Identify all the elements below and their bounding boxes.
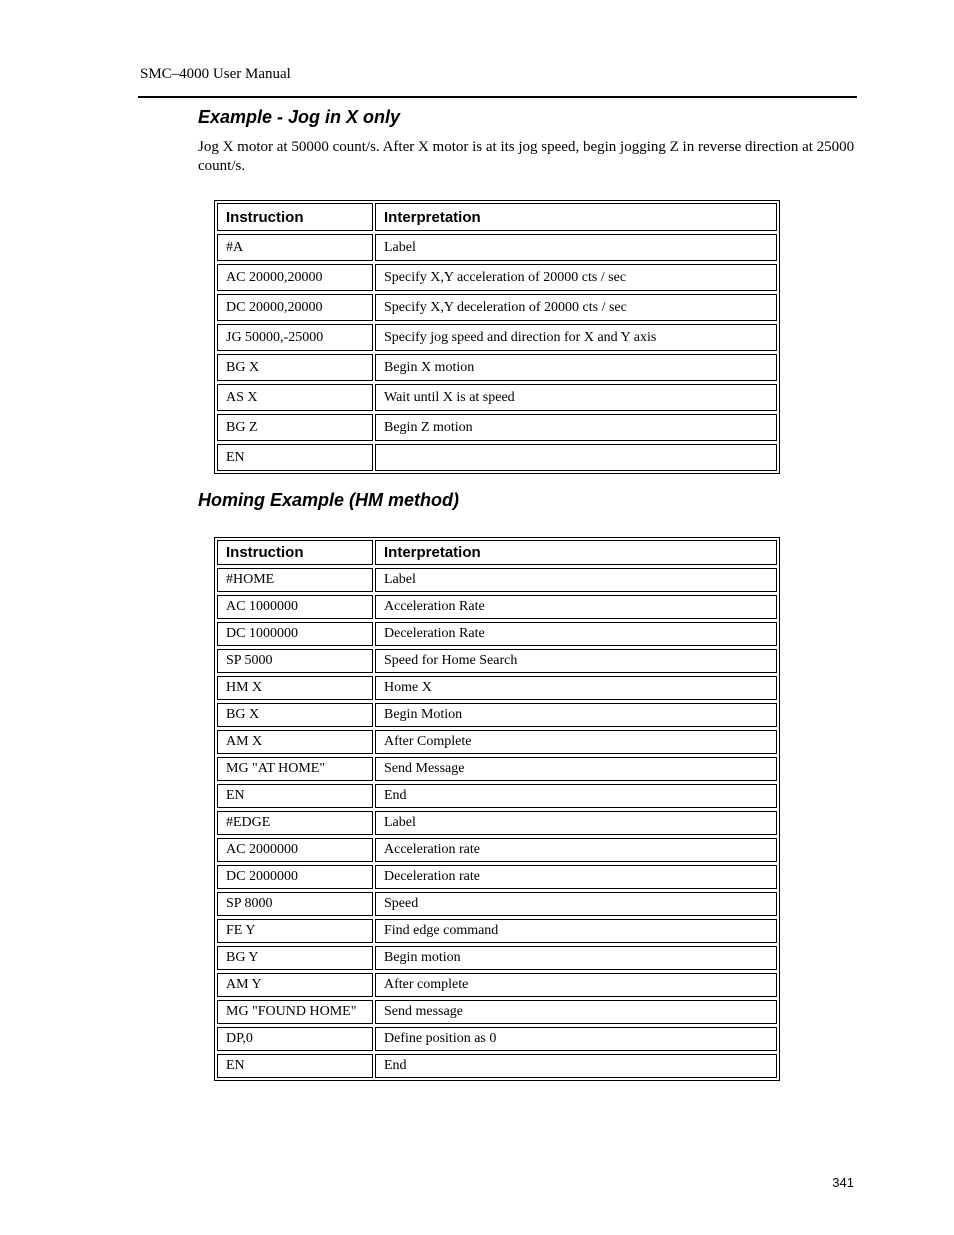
interpretation-cell: Specify X,Y deceleration of 20000 cts / sec	[375, 294, 777, 321]
interpretation-cell: Find edge command	[375, 919, 777, 943]
instruction-cell: BG X	[217, 354, 373, 381]
table-row	[217, 865, 777, 889]
table-row	[217, 649, 777, 673]
instruction-cell: DC 1000000	[217, 622, 373, 646]
table-row	[217, 838, 777, 862]
instruction-cell: BG Y	[217, 946, 373, 970]
instruction-cell: #A	[217, 234, 373, 261]
interpretation-cell: Send message	[375, 1000, 777, 1024]
interpretation-cell: Begin Motion	[375, 703, 777, 727]
table-row	[217, 676, 777, 700]
section-heading-jog: Example - Jog in X only	[198, 107, 401, 127]
instruction-cell: AM Y	[217, 973, 373, 997]
interpretation-cell: Home X	[375, 676, 777, 700]
homing-table-body	[217, 568, 777, 1078]
table-row	[217, 324, 777, 351]
table-row	[217, 1000, 777, 1024]
column-header-instruction: Instruction	[217, 203, 373, 231]
table-row	[217, 264, 777, 291]
table-row	[217, 757, 777, 781]
instruction-cell: AC 2000000	[217, 838, 373, 862]
instruction-cell: AS X	[217, 384, 373, 411]
interpretation-cell: Speed	[375, 892, 777, 916]
intro-paragraph: Jog X motor at 50000 count/s. After X motor is at its jog speed, begin jogging Z in reverse direction at 25000 count/s.	[198, 139, 855, 174]
table-row	[217, 294, 777, 321]
instruction-cell: #HOME	[217, 568, 373, 592]
column-header-interpretation: Interpretation	[375, 203, 777, 231]
instruction-cell: DC 2000000	[217, 865, 373, 889]
instruction-cell: EN	[217, 444, 373, 471]
table-row	[217, 444, 777, 471]
interpretation-cell: Acceleration Rate	[375, 595, 777, 619]
running-header: SMC–4000 User Manual	[140, 66, 291, 82]
table-row	[217, 973, 777, 997]
instruction-cell: DP,0	[217, 1027, 373, 1051]
interpretation-cell: Specify X,Y acceleration of 20000 cts / sec	[375, 264, 777, 291]
instruction-cell: SP 5000	[217, 649, 373, 673]
instruction-cell: AC 1000000	[217, 595, 373, 619]
interpretation-cell: Deceleration rate	[375, 865, 777, 889]
table-row	[217, 384, 777, 411]
interpretation-cell: Deceleration Rate	[375, 622, 777, 646]
homing-table	[214, 537, 780, 1081]
instruction-cell: DC 20000,20000	[217, 294, 373, 321]
table-row	[217, 1027, 777, 1051]
instruction-cell: EN	[217, 1054, 373, 1078]
instruction-cell: MG "FOUND HOME"	[217, 1000, 373, 1024]
table-row	[217, 354, 777, 381]
interpretation-cell: Label	[375, 568, 777, 592]
table-row	[217, 414, 777, 441]
interpretation-cell: Begin Z motion	[375, 414, 777, 441]
interpretation-cell: Label	[375, 811, 777, 835]
instruction-cell: AC 20000,20000	[217, 264, 373, 291]
instruction-cell: JG 50000,-25000	[217, 324, 373, 351]
instruction-cell: FE Y	[217, 919, 373, 943]
table-row	[217, 811, 777, 835]
interpretation-cell	[375, 444, 777, 471]
interpretation-cell: After complete	[375, 973, 777, 997]
column-header-instruction: Instruction	[217, 540, 373, 565]
section-heading-homing: Homing Example (HM method)	[198, 490, 460, 510]
interpretation-cell: Speed for Home Search	[375, 649, 777, 673]
instruction-cell: HM X	[217, 676, 373, 700]
instruction-cell: AM X	[217, 730, 373, 754]
interpretation-cell: End	[375, 1054, 777, 1078]
instruction-cell: SP 8000	[217, 892, 373, 916]
table-row	[217, 946, 777, 970]
table-row	[217, 622, 777, 646]
interpretation-cell: Begin motion	[375, 946, 777, 970]
instruction-cell: BG Z	[217, 414, 373, 441]
instruction-cell: BG X	[217, 703, 373, 727]
table-row	[217, 784, 777, 808]
table-row	[217, 568, 777, 592]
interpretation-cell: Specify jog speed and direction for X and Y axis	[375, 324, 777, 351]
interpretation-cell: End	[375, 784, 777, 808]
interpretation-cell: Wait until X is at speed	[375, 384, 777, 411]
header-rule	[138, 96, 857, 98]
interpretation-cell: Begin X motion	[375, 354, 777, 381]
table-header-row	[217, 540, 777, 565]
table-row	[217, 1054, 777, 1078]
table-header-row	[217, 203, 777, 231]
jog-table-body	[217, 234, 777, 471]
table-row	[217, 919, 777, 943]
interpretation-cell: Send Message	[375, 757, 777, 781]
interpretation-cell: Acceleration rate	[375, 838, 777, 862]
table-row	[217, 234, 777, 261]
instruction-cell: MG "AT HOME"	[217, 757, 373, 781]
page-number: 341	[832, 1175, 854, 1190]
interpretation-cell: Label	[375, 234, 777, 261]
instruction-cell: #EDGE	[217, 811, 373, 835]
column-header-interpretation: Interpretation	[375, 540, 777, 565]
table-row	[217, 892, 777, 916]
jog-table	[214, 200, 780, 474]
table-row	[217, 595, 777, 619]
interpretation-cell: After Complete	[375, 730, 777, 754]
table-row	[217, 730, 777, 754]
table-row	[217, 703, 777, 727]
instruction-cell: EN	[217, 784, 373, 808]
interpretation-cell: Define position as 0	[375, 1027, 777, 1051]
